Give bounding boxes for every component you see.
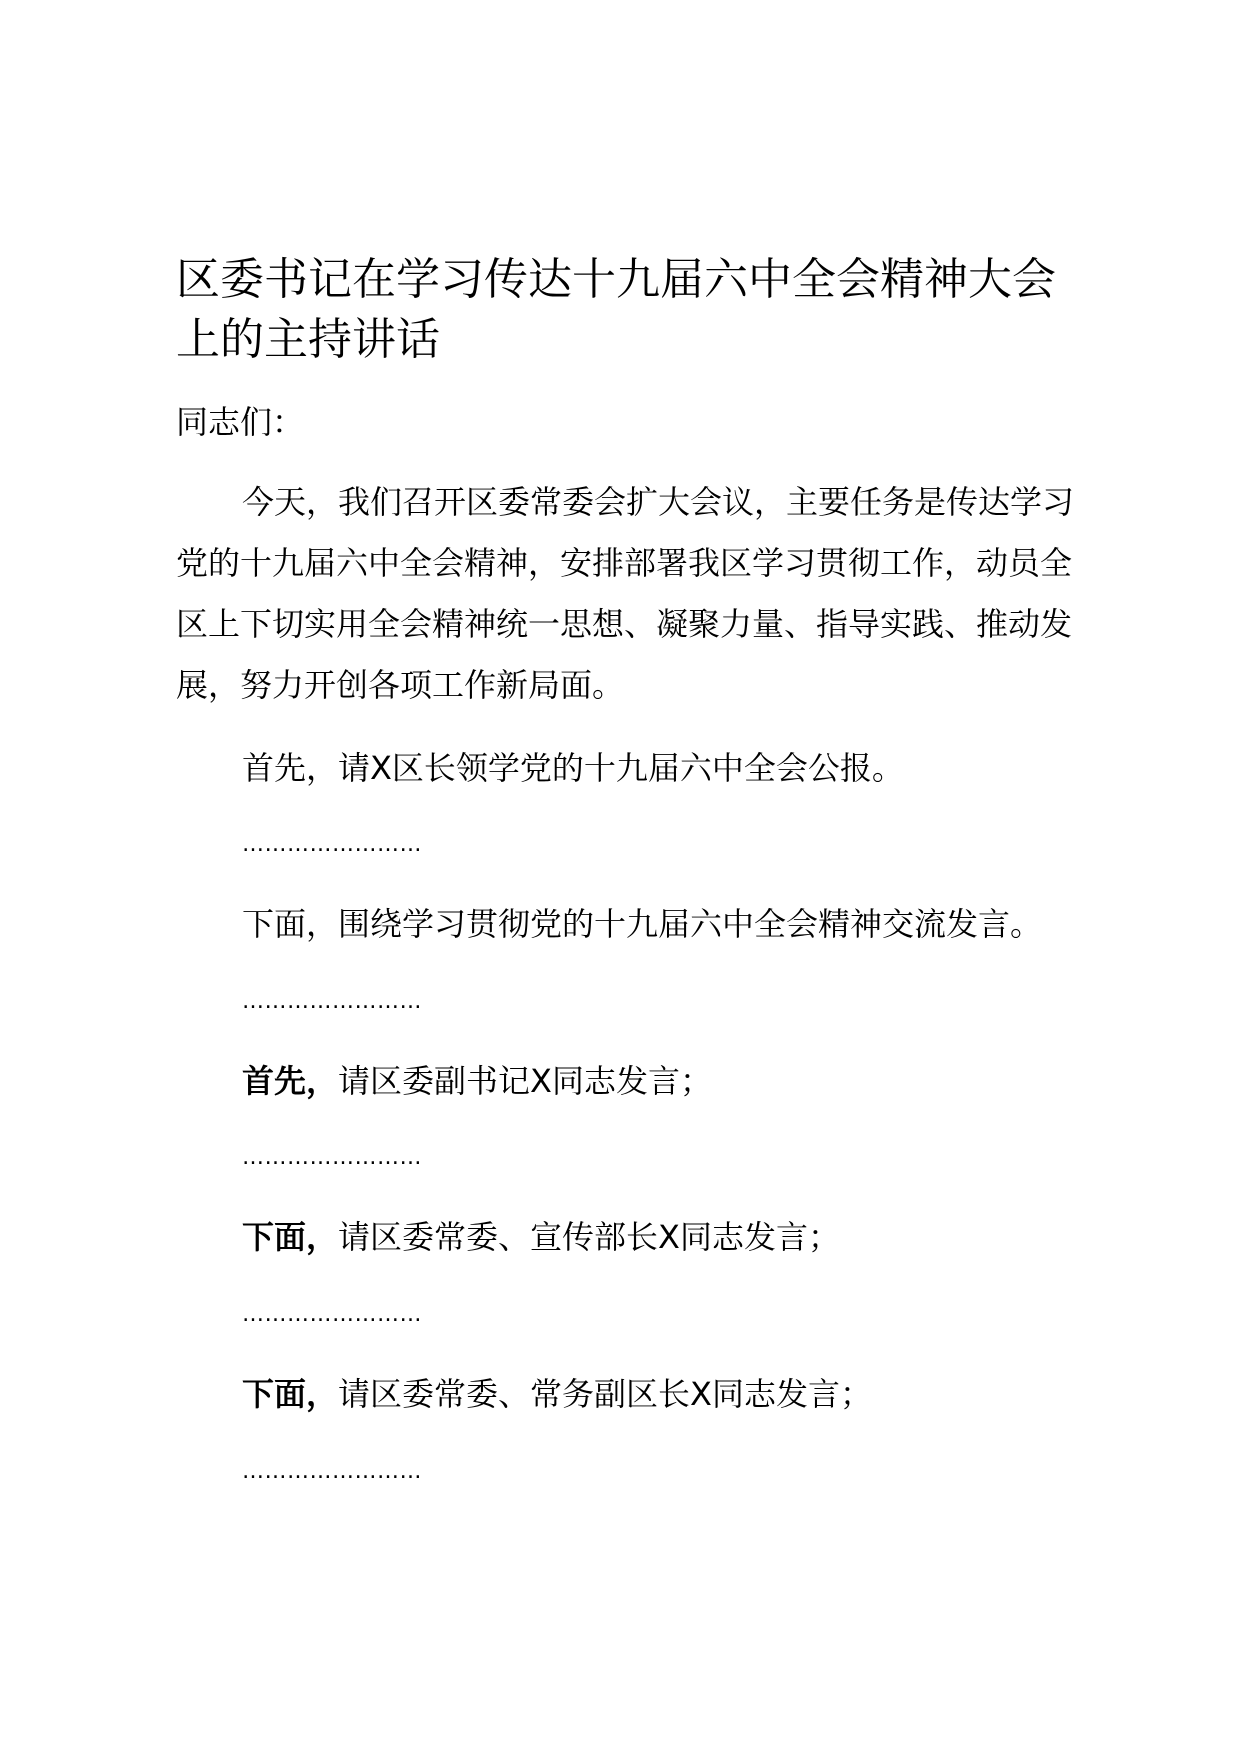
paragraph-text: 请区委常委、常务副区长X同志发言； (338, 1375, 872, 1413)
salutation: 同志们： (176, 403, 305, 441)
paragraph-speaker-executive-deputy (242, 1370, 872, 1418)
paragraph-leader-reads-communique (242, 744, 904, 792)
intro-paragraph: 今天，我们召开区委常委会扩大会议，主要任务是传达学习党的十九届六中全会精神，安排部署我区学习贯彻工作，动员全区上下切实用全会精神统一思想、凝聚力量、指导实践、推动发展，努力开创各项工作新局面。 (176, 483, 1075, 704)
ellipsis-divider: …………………… (242, 1459, 422, 1484)
paragraph-lead: 下面， (242, 1218, 339, 1256)
paragraph-speaker-deputy-secretary (242, 1057, 712, 1105)
paragraph-exchange-speeches (242, 900, 1042, 948)
paragraph-speaker-propaganda-minister (242, 1213, 840, 1261)
paragraph-text: 下面，围绕学习贯彻党的十九届六中全会精神交流发言。 (242, 905, 1043, 943)
ellipsis-divider: …………………… (242, 1145, 422, 1170)
paragraph-lead: 下面， (242, 1375, 339, 1413)
paragraph-text: 请区委副书记X同志发言； (338, 1062, 712, 1100)
ellipsis-divider: …………………… (242, 832, 422, 857)
document-title: 区委书记在学习传达十九届六中全会精神大会上的主持讲话 (176, 254, 1056, 365)
paragraph-lead: 首先， (242, 1062, 339, 1100)
paragraph-text: 请区委常委、宣传部长X同志发言； (338, 1218, 840, 1256)
paragraph-text: 首先，请X区长领学党的十九届六中全会公报。 (242, 749, 904, 787)
ellipsis-divider: …………………… (242, 989, 422, 1014)
ellipsis-divider: …………………… (242, 1302, 422, 1327)
